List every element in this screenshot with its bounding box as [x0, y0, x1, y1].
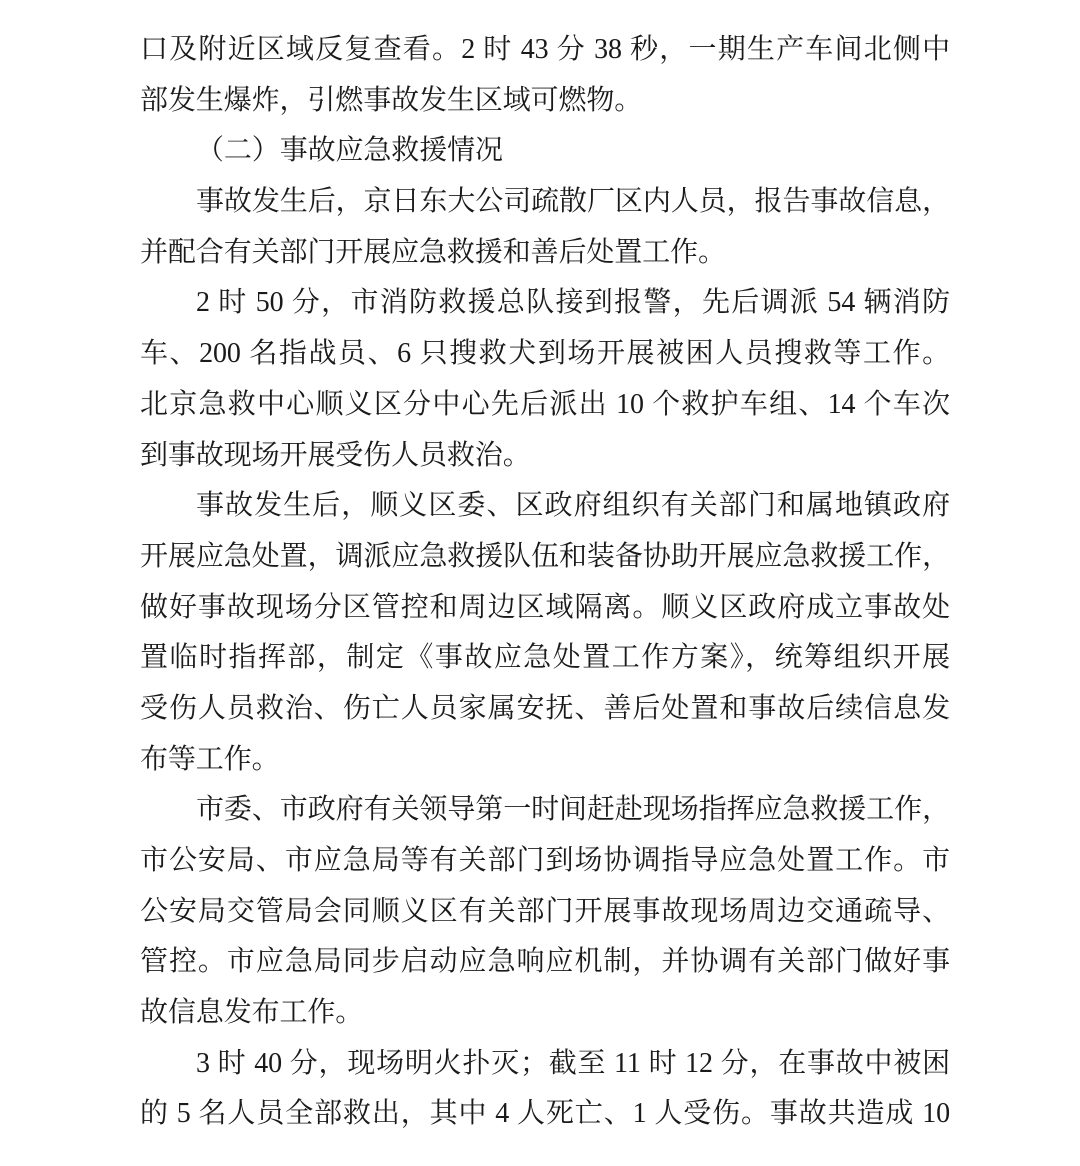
- text-line: 布等工作。: [140, 743, 280, 775]
- text-line: 市委、市政府有关领导第一时间赶赴现场指挥应急救援工作，: [196, 794, 950, 826]
- text-area: [140, 25, 950, 1140]
- text-line: 北京急救中心顺义区分中心先后派出 10 个救护车组、14 个车次: [140, 388, 950, 420]
- text-line: 公安局交管局会同顺义区有关部门开展事故现场周边交通疏导、: [140, 895, 950, 927]
- text-line: 口及附近区域反复查看。2 时 43 分 38 秒，一期生产车间北侧中: [140, 34, 950, 65]
- text-line: 开展应急处置，调派应急救援队伍和装备协助开展应急救援工作，: [140, 540, 950, 572]
- text-line: 部发生爆炸，引燃事故发生区域可燃物。: [140, 84, 643, 116]
- text-line: 车、200 名指战员、6 只搜救犬到场开展被困人员搜救等工作。: [140, 338, 950, 370]
- text-line: 事故发生后，顺义区委、区政府组织有关部门和属地镇政府: [196, 490, 950, 522]
- text-line: （二）事故应急救援情况: [196, 135, 503, 167]
- text-line: 事故发生后，京日东大公司疏散厂区内人员，报告事故信息，: [196, 186, 950, 218]
- text-line: 故信息发布工作。: [140, 997, 364, 1029]
- text-line: 受伤人员救治、伤亡人员家属安抚、善后处置和事故后续信息发: [140, 692, 950, 724]
- text-line: 3 时 40 分，现场明火扑灭；截至 11 时 12 分，在事故中被困: [196, 1047, 950, 1079]
- text-line: 管控。市应急局同步启动应急响应机制，并协调有关部门做好事: [140, 946, 950, 978]
- text-line: 到事故现场开展受伤人员救治。: [140, 439, 531, 471]
- text-line: 置临时指挥部，制定《事故应急处置工作方案》，统筹组织开展: [140, 642, 950, 674]
- text-line: 市公安局、市应急局等有关部门到场协调指导应急处置工作。市: [140, 845, 950, 876]
- text-line: 做好事故现场分区管控和周边区域隔离。顺义区政府成立事故处: [140, 591, 950, 623]
- text-line: 的 5 名人员全部救出，其中 4 人死亡、1 人受伤。事故共造成 10: [140, 1098, 950, 1130]
- text-line: 2 时 50 分，市消防救援总队接到报警，先后调派 54 辆消防: [196, 287, 950, 319]
- text-line: 并配合有关部门开展应急救援和善后处置工作。: [140, 236, 726, 268]
